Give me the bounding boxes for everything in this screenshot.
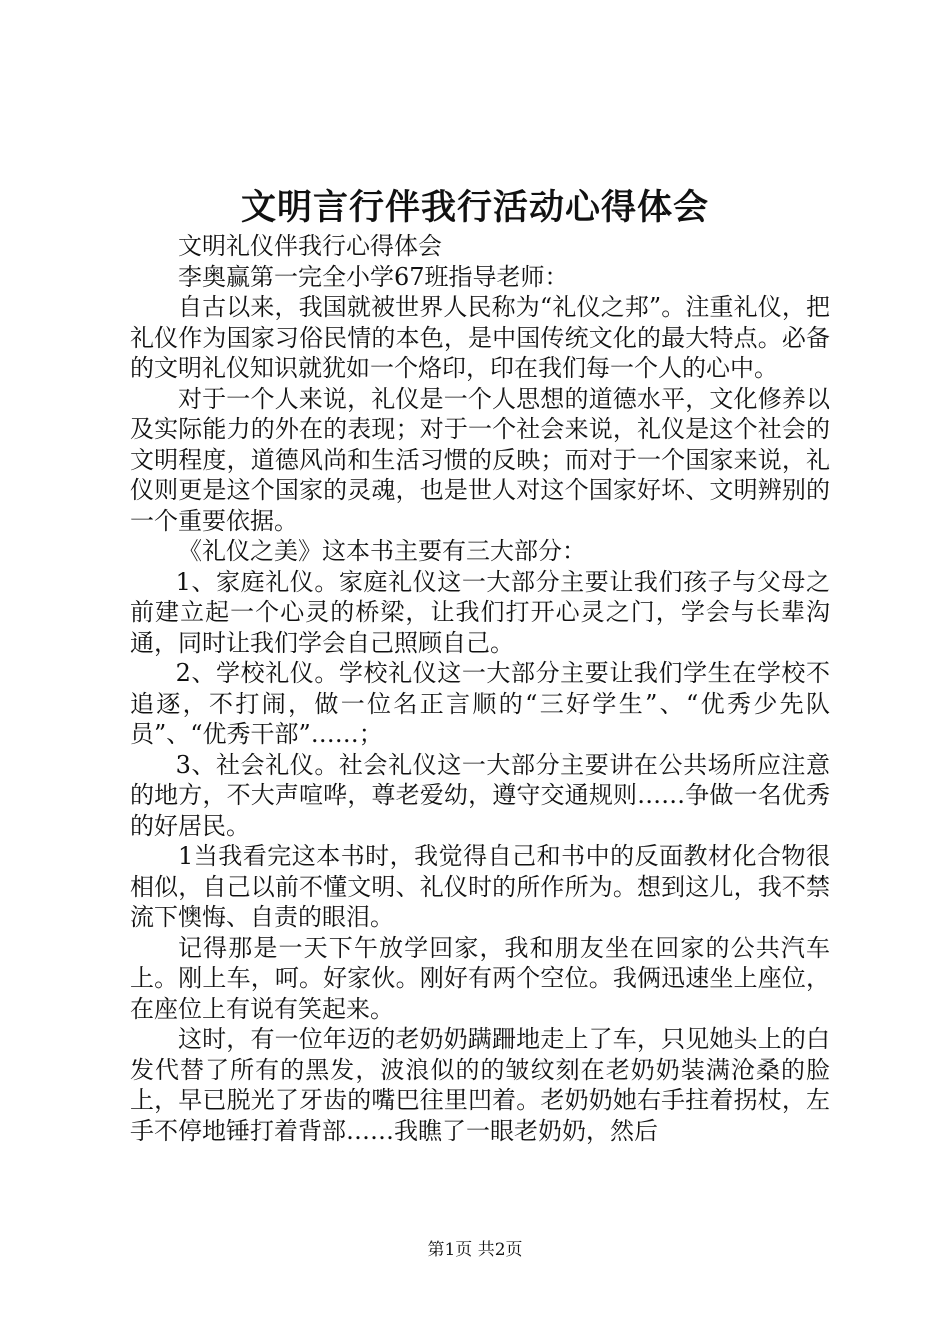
paragraph-social-etiquette: 3、社会礼仪。社会礼仪这一大部分主要讲在公共场所应注意的地方，不大声喧哗，尊老爱幼，遵守交通规则……争做一名优秀的好居民。 [130, 750, 830, 840]
paragraph-bus-story: 记得那是一天下午放学回家，我和朋友坐在回家的公共汽车上。刚上车，呵。好家伙。刚好有两个空位。我俩迅速坐上座位，在座位上有说有笑起来。 [130, 933, 830, 1023]
paragraph-intro: 自古以来，我国就被世界人民称为“礼仪之邦”。注重礼仪，把礼仪作为国家习俗民情的本色，是中国传统文化的最大特点。必备的文明礼仪知识就犹如一个烙印，印在我们每一个人的心中。 [130, 293, 830, 382]
document-body [130, 231, 830, 1146]
paragraph-meaning: 对于一个人来说，礼仪是一个人思想的道德水平，文化修养以及实际能力的外在的表现；对于一个社会来说，礼仪是这个社会的文明程度，道德风尚和生活习惯的反映；而对于一个国家来说，礼仪则更是这个国家的灵魂，也是世人对这个国家好坏、文明辨别的一个重要依据。 [130, 384, 830, 535]
paragraph-old-woman: 这时，有一位年迈的老奶奶蹒跚地走上了车，只见她头上的白发代替了所有的黑发，波浪似的的皱纹刻在老奶奶装满沧桑的脸上，早已脱光了牙齿的嘴巴往里凹着。老奶奶她右手拄着拐杖，左手不停地锤打着背部……我瞧了一眼老奶奶，然后 [130, 1025, 830, 1145]
paragraph-subtitle: 文明礼仪伴我行心得体会 [178, 232, 442, 260]
paragraph-book-parts: 《礼仪之美》这本书主要有三大部分： [178, 537, 586, 565]
paragraph-school-etiquette: 2、学校礼仪。学校礼仪这一大部分主要让我们学生在学校不追逐，不打闹，做一位名正言顺的“三好学生”、“优秀少先队员”、“优秀干部”……； [130, 659, 830, 748]
paragraph-author: 李奥赢第一完全小学67班指导老师： [178, 262, 569, 291]
paragraph-family-etiquette: 1、家庭礼仪。家庭礼仪这一大部分主要让我们孩子与父母之前建立起一个心灵的桥梁，让我们打开心灵之门，学会与长辈沟通，同时让我们学会自己照顾自己。 [130, 567, 830, 657]
document-title: 文明言行伴我行活动心得体会 [240, 187, 709, 228]
paragraph-reflection: 1当我看完这本书时，我觉得自己和书中的反面教材化合物很相似，自己以前不懂文明、礼仪时的所作所为。想到这儿，我不禁流下懊悔、自责的眼泪。 [130, 842, 830, 931]
page-number: 第1页 共2页 [427, 1240, 523, 1260]
